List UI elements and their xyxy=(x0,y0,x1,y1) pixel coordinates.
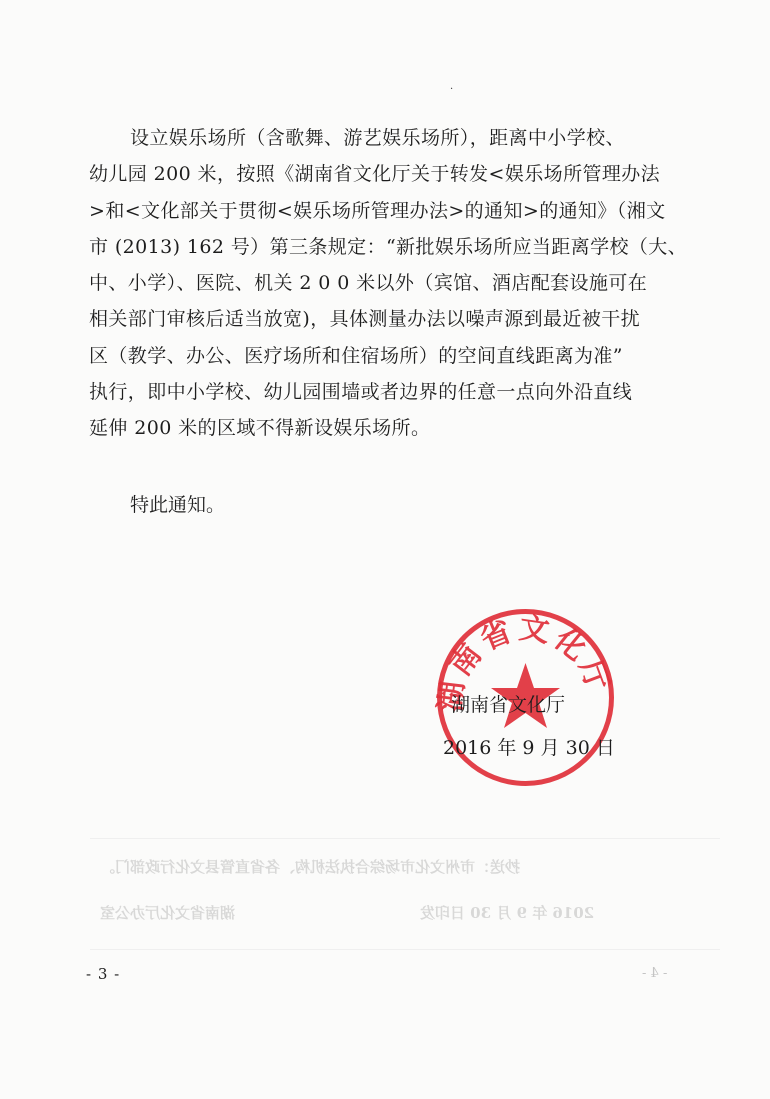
body-line: 幼儿园 200 米，按照《湖南省文化厅关于转发<娱乐场所管理办法 xyxy=(89,163,661,186)
closing-text: 特此通知。 xyxy=(130,494,226,516)
scan-dot: · xyxy=(450,84,454,95)
seal-text: 湖南省文化厅 xyxy=(433,610,617,714)
body-line: 设立娱乐场所（含歌舞、游艺娱乐场所），距离中小学校、 xyxy=(130,127,625,149)
bleed-through-page-number: - 4 - xyxy=(642,966,668,981)
body-line: >和<文化部关于贯彻<娱乐场所管理办法>的通知>的通知》（湘文 xyxy=(89,199,666,222)
body-line: 市 (2013) 162 号）第三条规定：“新批娱乐场所应当距离学校（大、 xyxy=(89,235,688,258)
body-line: 相关部门审核后适当放宽)，具体测量办法以噪声源到最近被干扰 xyxy=(89,308,641,331)
body-line: 延伸 200 米的区域不得新设娱乐场所。 xyxy=(89,417,431,440)
bleed-through-cc-line: 抄送：市州文化市场综合执法机构、各省直管县文化行政部门。 xyxy=(100,858,521,876)
body-line: 中、小学）、医院、机关 2 0 0 米以外（宾馆、酒店配套设施可在 xyxy=(89,272,648,295)
body-text xyxy=(89,126,691,453)
bleed-through-footer xyxy=(90,838,720,950)
body-line: 区（教学、办公、医疗场所和住宿场所）的空间直线距离为准” xyxy=(89,344,623,367)
signature-date: 2016 年 9 月 30 日 xyxy=(443,737,615,759)
body-line: 执行，即中小学校、幼儿园围墙或者边界的任意一点向外沿直线 xyxy=(89,381,633,404)
bleed-through-issuer: 湖南省文化厅办公室 xyxy=(100,904,236,922)
bleed-through-date: 2016 年 9 月 30 日印发 xyxy=(420,904,595,922)
signature-org: 湖南省文化厅 xyxy=(451,694,566,716)
page-number: - 3 - xyxy=(86,965,121,983)
